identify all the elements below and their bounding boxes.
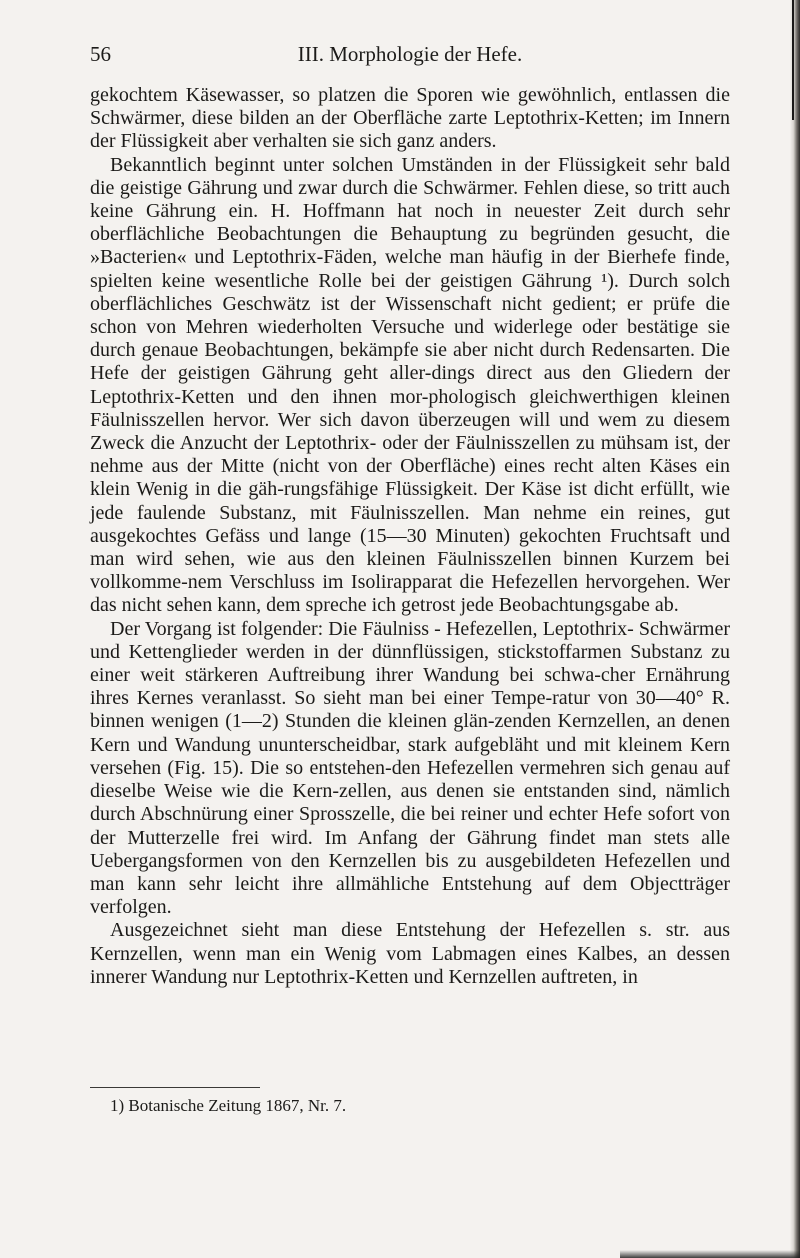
paragraph-2: Bekanntlich beginnt unter solchen Umständen in der Flüssigkeit sehr bald die geistige Gährung und zwar durch die Schwärmer. Fehlen diese, so tritt auch keine Gährung ein. H. Hoffmann hat noch in neuester Zeit durch sehr oberflächliche Beobachtungen die Behauptung zu begründen gesucht, die »Bacterien« und Leptothrix-Fäden, welche man häufig in der Bierhefe finde, spielten keine wesentliche Rolle bei der geistigen Gährung ¹). Durch solch oberflächliches Geschwätz ist der Wissenschaft nicht gedient; er prüfe die schon von Mehren wiederholten Versuche und widerlege oder bestätige sie durch genaue Beobachtungen, bekämpfe sie aber nicht durch Redensarten. Die Hefe der geistigen Gährung geht aller-dings direct aus den Gliedern der Leptothrix-Ketten und den ihnen mor-phologisch gleichwerthigen kleinen Fäulnisszellen hervor. Wer sich davon überzeugen will und wem zu diesem Zweck die Anzucht der Leptothrix- oder der Fäulnisszellen zu mühsam ist, der nehme aus der Mitte (nicht von der Oberfläche) eines recht alten Käses ein klein Wenig in die gäh-rungsfähige Flüssigkeit. Der Käse ist dicht erfüllt, wie jede faulende Substanz, mit Fäulnisszellen. Man nehme ein reines, gut ausgekochtes Gefäss und lange (15—30 Minuten) gekochten Fruchtsaft und man wird sehen, wie aus den kleinen Fäulnisszellen binnen Kurzem bei vollkomme-nem Verschluss im Isolirapparat die Hefezellen hervorgehen. Wer das nicht sehen kann, dem spreche ich getrost jede Beobachtungsgabe ab.: [90, 153, 730, 617]
page-edge-line: [792, 0, 794, 120]
bottom-edge-shadow: [620, 1250, 800, 1258]
page-header: [90, 42, 730, 72]
page-number: 56: [90, 42, 111, 66]
running-head: III. Morphologie der Hefe.: [297, 42, 523, 66]
footnote: 1) Botanische Zeitung 1867, Nr. 7.: [110, 1096, 347, 1115]
paragraph-3: Der Vorgang ist folgender: Die Fäulniss - Hefezellen, Leptothrix- Schwärmer und Kettenglieder werden in der dünnflüssigen, stickstoffarmen Substanz zu einer weit stärkeren Auftreibung ihrer Wandung bei schwa-cher Ernährung ihres Kernes veranlasst. So sieht man bei einer Tempe-ratur von 30—40° R. binnen wenigen (1—2) Stunden die kleinen glän-zenden Kernzellen, an denen Kern und Wandung ununterscheidbar, stark aufgebläht und mit kleinem Kern versehen (Fig. 15). Die so entstehen-den Hefezellen vermehren sich genau auf dieselbe Weise wie die Kern-zellen, aus denen sie entstanden sind, nämlich durch Abschnürung einer Sprosszelle, die bei reiner und echter Hefe sofort von der Mutterzelle frei wird. Im Anfang der Gährung findet man stets alle Uebergangsformen von den Kernzellen bis zu ausgebildeten Hefezellen und man kann sehr leicht ihre allmähliche Entstehung auf dem Objectträger verfolgen.: [90, 617, 730, 919]
body-text: [90, 84, 730, 989]
page-edge-shadow: [790, 0, 800, 1258]
paragraph-4: Ausgezeichnet sieht man diese Entstehung der Hefezellen s. str. aus Kernzellen, wenn man ein Wenig vom Labmagen eines Kalbes, an dessen innerer Wandung nur Leptothrix-Ketten und Kernzellen auftreten, in: [90, 919, 730, 988]
paragraph-1: gekochtem Käsewasser, so platzen die Sporen wie gewöhnlich, entlassen die Schwärmer, diese bilden an der Oberfläche zarte Leptothrix-Ketten; im Innern der Flüssigkeit aber verhalten sie sich ganz anders.: [90, 84, 730, 153]
footnote-divider: [90, 1087, 260, 1088]
